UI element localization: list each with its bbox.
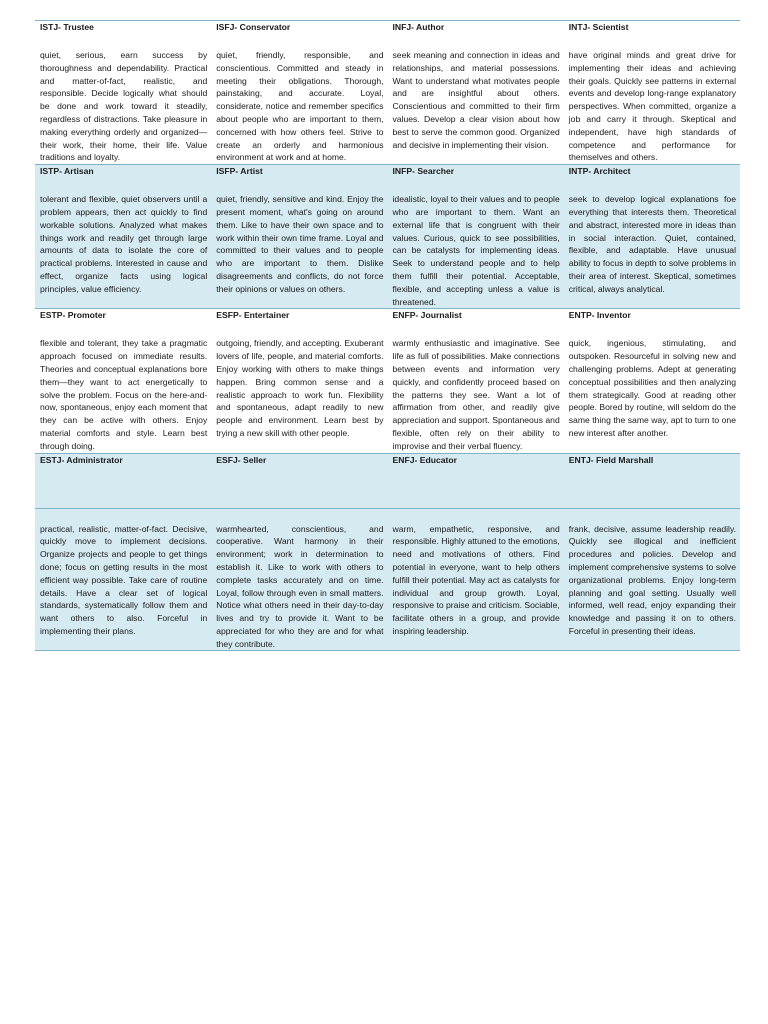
type-title: ESTJ- Administrator: [35, 453, 211, 468]
type-title: ESFJ- Seller: [211, 453, 387, 468]
type-description: idealistic, loyal to their values and to people who are important to them. Want an external life that is congruent with their values. Curious, quick to see possibilities, can be catalysts for implementing ideas. Seek to understand people and to help them fulfill their potential. Acceptable, flexible, and accepting unless a value is threatened.: [388, 193, 564, 309]
type-description: have original minds and great drive for implementing their ideas and achieving their goals. Quickly see patterns in external events and develop long-range explanatory perspectives. When committed, organize a job and carry it through. Skeptical and independent, have high standards of competence and performance for themselves and others.: [564, 49, 740, 165]
type-description: quiet, serious, earn success by thoroughness and dependability. Practical and matter-of-fact, realistic, and responsible. Decide logically what should be done and work toward it steadily, regardless of distractions. Take pleasure in making everything orderly and organized—their work, their home, their life. Value traditions and loyalty.: [35, 49, 211, 165]
type-title: ISFJ- Conservator: [211, 21, 387, 36]
type-title: ISTJ- Trustee: [35, 21, 211, 36]
type-description: quick, ingenious, stimulating, and outspoken. Resourceful in solving new and challenging problems. Adept at generating conceptual possibilities and then analyzing them strategically. Good at reading other people. Bored by routine, will seldom do the same thing the same way, apt to turn to one new interest after another.: [564, 337, 740, 453]
type-title: ENFP- Journalist: [388, 309, 564, 324]
table-row: [35, 523, 740, 651]
type-description: quiet, friendly, responsible, and conscientious. Committed and steady in meeting their obligations. Thorough, painstaking, and accurate. Loyal, considerate, notice and remember specifics about people who are important to them, concerned with how others feel. Strive to create an orderly and harmonious environment at work and at home.: [211, 49, 387, 165]
type-description: flexible and tolerant, they take a pragmatic approach focused on immediate results. Theories and conceptual explanations bore them—they want to act energetically to solve the problem. Focus on the here-and-now, spontaneous, enjoy each moment that they can be active with others. Enjoy material comforts and style. Learn best through doing.: [35, 337, 211, 453]
type-description: seek to develop logical explanations foe everything that interests them. Theoretical and abstract, interested more in ideas than in social interaction. Quiet, contained, flexible, and adaptable. Have unusual ability to focus in depth to solve problems in their area of interest. Skeptical, sometimes critical, always analytical.: [564, 193, 740, 309]
type-title: ISTP- Artisan: [35, 165, 211, 180]
type-description: warmhearted, conscientious, and cooperative. Want harmony in their environment; work in determination to establish it. Like to work with others to complete tasks accurately and on time. Loyal, follow through even in small matters. Notice what others need in their day-to-day lives and try to provide it. Want to be appreciated for who they are and for what they contribute.: [211, 523, 387, 651]
type-title: INTJ- Scientist: [564, 21, 740, 36]
table-row: [35, 165, 740, 180]
type-title: ENTJ- Field Marshall: [564, 453, 740, 468]
type-title: INFJ- Author: [388, 21, 564, 36]
type-description: practical, realistic, matter-of-fact. Decisive, quickly move to implement decisions. Organize projects and people to get things done; focus on getting results in the most efficient way possible. Take care of routine details. Have a clear set of logical standards, systematically follow them and want others to also. Forceful in implementing their plans.: [35, 523, 211, 651]
table-row: [35, 309, 740, 324]
personality-types-table: [35, 20, 740, 651]
type-title: INTP- Architect: [564, 165, 740, 180]
type-title: ENTP- Inventor: [564, 309, 740, 324]
type-description: frank, decisive, assume leadership readily. Quickly see illogical and inefficient procedures and policies. Develop and implement comprehensive systems to solve organizational problems. Enjoy long-term planning and goal setting. Usually well informed, well read, enjoy expanding their knowledge and passing it on to others. Forceful in presenting their ideas.: [564, 523, 740, 651]
type-title: ISFP- Artist: [211, 165, 387, 180]
table-row: [35, 193, 740, 309]
type-description: quiet, friendly, sensitive and kind. Enjoy the present moment, what's going on around them. Like to have their own space and to work within their own time frame. Loyal and committed to their values and to people who are important to them. Dislike disagreements and conflicts, do not force their opinions or values on others.: [211, 193, 387, 309]
type-description: warmly enthusiastic and imaginative. See life as full of possibilities. Make connections between events and information very quickly, and confidently proceed based on the patterns they see. Want a lot of affirmation from other, and readily give appreciation and support. Spontaneous and flexible, often rely on their ability to improvise and their verbal fluency.: [388, 337, 564, 453]
table-row: [35, 337, 740, 453]
table-row: [35, 21, 740, 36]
type-title: ESFP- Entertainer: [211, 309, 387, 324]
type-description: outgoing, friendly, and accepting. Exuberant lovers of life, people, and material comforts. Enjoy working with others to make things happen. Bring common sense and a realistic approach to work fun. Flexibility and spontaneous, adapt readily to new people and environment. Learn best by trying a new skill with other people.: [211, 337, 387, 453]
type-title: ESTP- Promoter: [35, 309, 211, 324]
type-title: ENFJ- Educator: [388, 453, 564, 468]
table-row: [35, 453, 740, 468]
type-description: tolerant and flexible, quiet observers until a problem appears, then act quickly to find workable solutions. Analyzed what makes things work and readily get through large amounts of data to isolate the core of practical problems. Interested in cause and effect, organize facts using logical principles, value efficiency.: [35, 193, 211, 309]
table-row: [35, 49, 740, 165]
type-description: seek meaning and connection in ideas and relationships, and material possessions. Want to understand what motivates people and are insightful about others. Conscientious and committed to their firm values. Develop a clear vision about how best to serve the common good. Organized and decisive in implementing their vision.: [388, 49, 564, 165]
type-title: INFP- Searcher: [388, 165, 564, 180]
type-description: warm, empathetic, responsive, and responsible. Highly attuned to the emotions, need and motivations of others. Find potential in everyone, want to help others fulfill their potential. May act as catalysts for individual and group growth. Loyal, responsive to praise and criticism. Sociable, facilitate others in a group, and provide inspiring leadership.: [388, 523, 564, 651]
